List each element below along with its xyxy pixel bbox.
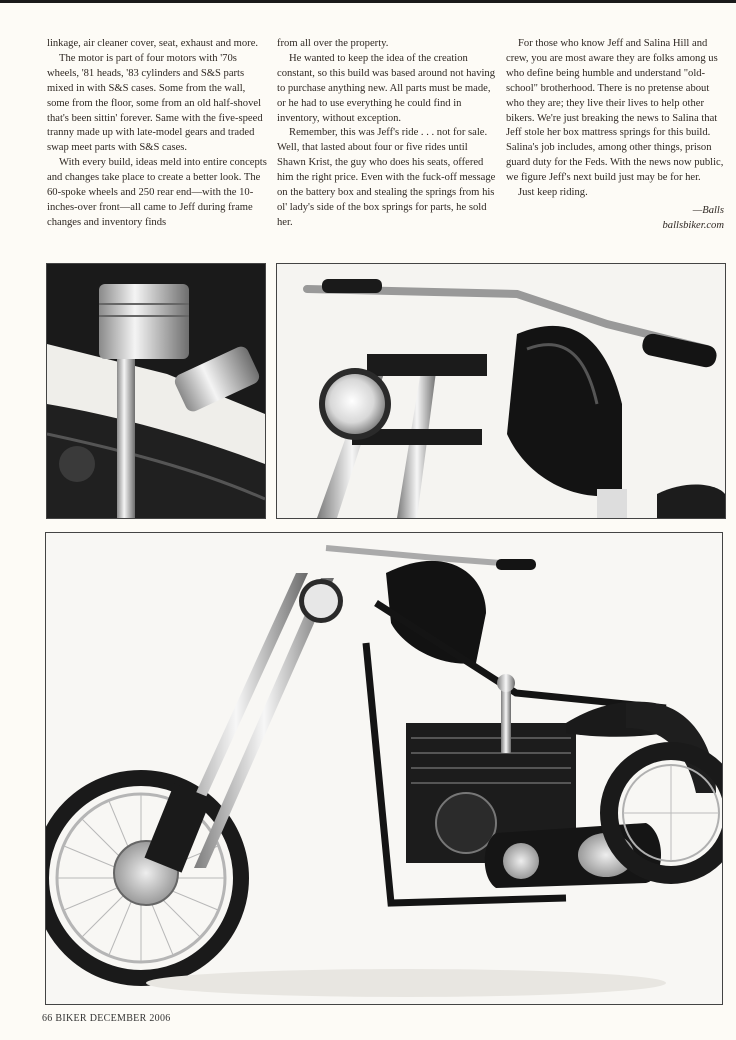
paragraph: linkage, air cleaner cover, seat, exhaust and more. — [47, 38, 259, 49]
photo-piston-shifter — [46, 263, 266, 519]
author-website: ballsbiker.com — [662, 219, 724, 231]
page-footer: 66 BIKER DECEMBER 2006 — [42, 1013, 171, 1024]
paragraph: He wanted to keep the idea of the creation constant, so this build was based around not having to purchase anything new. All parts must be made, or he had to use everything he could find in inventory, without exception. — [277, 52, 496, 124]
text-column-3 — [506, 37, 724, 234]
front-end-illustration — [277, 264, 725, 518]
paragraph: from all over the property. — [277, 38, 389, 49]
paragraph: With every build, ideas meld into entire concepts and changes take place to create a better look. The 60-spoke wheels and 250 rear end—with the 10-inches-over front—all came to Jeff during frame changes and inventory finds — [47, 157, 267, 228]
paragraph: The motor is part of four motors with '70s wheels, '81 heads, '83 cylinders and S&S parts mixed in with S&S cases. Some from the wall, some from the floor, some from an old half-shovel that's been sittin' forever. Same with the five-speed tranny made up with late-model gears and traded swap meet parts with S&S cases. — [47, 52, 263, 154]
paragraph: For those who know Jeff and Salina Hill and crew, you are most aware they are folks among us who define being humble and understand "old-school" brotherhood. There is no pretense about who they are; they live their lives to help other bikers. We're just breaking the news to Salina that Jeff stole her box mattress springs for this build. Salina's job includes, among other things, prison guard duty for the Feds. With the news now public, we figure Jeff's next build just may be for her. — [506, 38, 724, 184]
text-column-2 — [277, 37, 497, 231]
piston-shifter-illustration — [47, 264, 265, 518]
top-rule — [0, 0, 736, 3]
photo-front-end — [276, 263, 726, 519]
text-column-1 — [47, 37, 269, 231]
paragraph: Remember, this was Jeff's ride . . . not for sale. Well, that lasted about four or five rides until Shawn Krist, the guy who does his seats, offered him the right price. Even with the fuck-off message on the battery box and stealing the springs from his ol' lady's side of the box springs for parts, he sold her. — [277, 127, 496, 228]
author-signature: —Balls — [692, 204, 724, 216]
photo-full-chopper — [45, 532, 723, 1005]
paragraph: Just keep riding. — [518, 187, 588, 199]
chopper-illustration — [46, 533, 722, 1004]
